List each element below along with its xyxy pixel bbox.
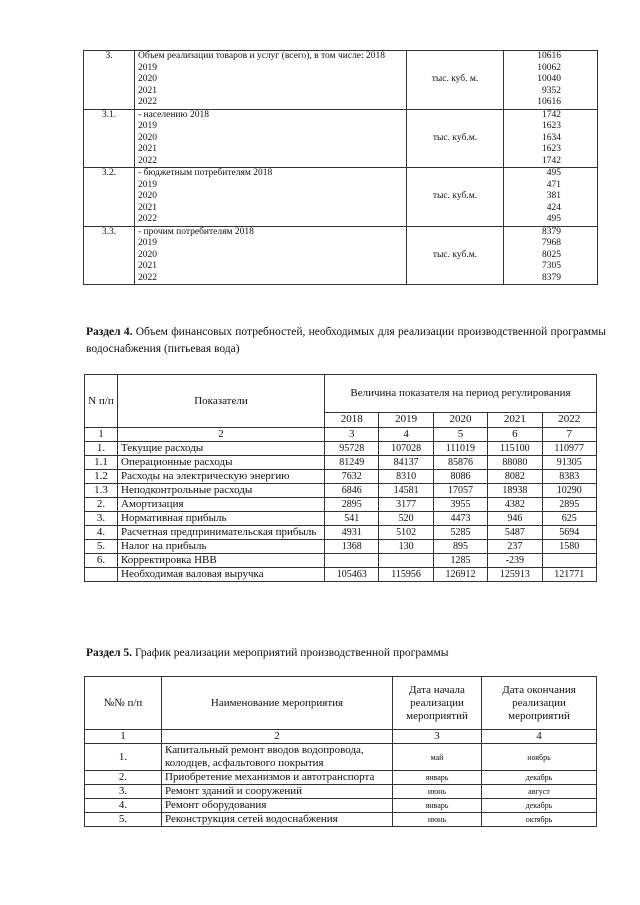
row-number: 1.2 [85,470,118,484]
row-unit: тыс. куб.м. [407,226,504,285]
column-number: 1 [85,730,162,744]
cell-value: 4931 [325,526,379,540]
start-month: июнь [393,813,482,827]
row-values [504,168,598,227]
cell-value: 88080 [488,456,542,470]
events-schedule-table [84,676,597,827]
row-name [135,168,407,227]
cell-value [542,554,597,568]
table-row [85,442,597,456]
table-row [84,226,598,285]
cell-value: 18938 [488,484,542,498]
row-value: 9352 [542,85,561,96]
table-row [85,813,597,827]
header-start-date: Дата начала реализации мероприятий [393,677,482,730]
section-4-title: Объем финансовых потребностей, необходимых для реализации производственной программы водоснабжения (питьевая вода) [86,326,607,355]
header-num: №№ п/п [85,677,162,730]
year-header: 2021 [488,412,542,427]
row-name [135,226,407,285]
row-number: 2. [85,498,118,512]
row-value: 7968 [542,238,561,248]
cell-value: 541 [325,512,379,526]
year-header: 2020 [433,412,487,427]
row-number: 3.2. [84,168,135,227]
year-header: 2022 [542,412,597,427]
cell-value: 520 [379,512,433,526]
end-month: декабрь [482,771,597,785]
row-number: 1.1 [85,456,118,470]
event-name: Ремонт оборудования [162,799,393,813]
row-name-line: 2019 [138,62,157,73]
row-indicator: Нормативная прибыль [118,512,325,526]
row-unit: тыс. куб. м. [407,51,504,110]
end-month: октябрь [482,813,597,827]
cell-value: 115100 [488,442,542,456]
row-value: 381 [546,191,561,201]
row-indicator: Корректировка НВВ [118,554,325,568]
row-name-line: 2021 [138,261,157,271]
cell-value: 6846 [325,484,379,498]
column-number: 3 [393,730,482,744]
finance-table [84,374,597,582]
cell-value: 8310 [379,470,433,484]
row-number: 1.3 [85,484,118,498]
row-number: 3. [85,512,118,526]
row-value: 10616 [537,97,561,107]
cell-value: 115956 [379,568,433,582]
table-row [85,456,597,470]
table-row [85,771,597,785]
start-month: май [393,744,482,771]
row-number [85,568,118,582]
row-value: 10040 [537,74,561,84]
column-number: 3 [325,428,379,442]
header-end-date: Дата окончания реализации мероприятий [482,677,597,730]
row-name-line: - населению 2018 [138,109,209,120]
column-number: 4 [482,730,597,744]
cell-value: 625 [542,512,597,526]
row-value: 7305 [542,261,561,271]
row-name-line: 2021 [138,85,157,96]
row-value: 8379 [542,226,561,237]
row-value: 1634 [542,132,561,143]
row-value: 10616 [537,51,561,61]
table-row [85,785,597,799]
start-month: июнь [393,785,482,799]
cell-value: 95728 [325,442,379,456]
row-number: 5. [85,540,118,554]
row-name-line: 2020 [138,74,157,84]
row-name-line: 2020 [138,132,157,143]
row-value: 10062 [537,62,561,73]
start-month: январь [393,771,482,785]
cell-value: 125913 [488,568,542,582]
cell-value: 1285 [433,554,487,568]
section-5-heading [86,645,606,662]
table-row [84,51,598,110]
row-name-line: - бюджетным потребителям 2018 [138,168,273,178]
row-number: 4. [85,799,162,813]
row-value: 424 [546,202,561,213]
section-4-label: Раздел 4. [86,326,133,338]
row-name [135,109,407,168]
table-row [84,168,598,227]
row-values [504,51,598,110]
column-number: 5 [433,428,487,442]
cell-value: -239 [488,554,542,568]
row-name-line: 2022 [138,272,157,283]
cell-value: 8383 [542,470,597,484]
row-value: 495 [546,168,561,178]
row-value: 1742 [542,109,561,120]
row-name-line: 2019 [138,121,157,131]
cell-value: 17057 [433,484,487,498]
event-name: Ремонт зданий и сооружений [162,785,393,799]
row-indicator: Амортизация [118,498,325,512]
row-value: 1623 [542,144,561,154]
header-event-name: Наименование мероприятия [162,677,393,730]
row-value: 471 [546,179,561,190]
row-value: 8025 [542,249,561,260]
year-header: 2018 [325,412,379,427]
table-row [85,512,597,526]
cell-value: 8086 [433,470,487,484]
cell-value: 1580 [542,540,597,554]
cell-value: 237 [488,540,542,554]
column-number: 4 [379,428,433,442]
table-row [85,568,597,582]
cell-value: 5285 [433,526,487,540]
event-name: Капитальный ремонт вводов водопровода, колодцев, асфальтового покрытия [162,744,393,771]
end-month: декабрь [482,799,597,813]
row-number: 3. [84,51,135,110]
row-name-line: 2022 [138,155,157,166]
row-number: 3.3. [84,226,135,285]
table-row [85,744,597,771]
cell-value: 946 [488,512,542,526]
year-header: 2019 [379,412,433,427]
cell-value: 110977 [542,442,597,456]
row-name-line: 2021 [138,144,157,154]
table-row [85,484,597,498]
row-name-line: 2022 [138,214,157,224]
row-name-line: Объем реализации товаров и услуг (всего), в том числе: 2018 [138,51,386,61]
end-month: август [482,785,597,799]
cell-value: 5102 [379,526,433,540]
row-values [504,226,598,285]
cell-value: 111019 [433,442,487,456]
row-name-line: 2022 [138,97,157,107]
row-indicator: Расходы на электрическую энергию [118,470,325,484]
row-indicator: Налог на прибыль [118,540,325,554]
cell-value: 84137 [379,456,433,470]
cell-value: 130 [379,540,433,554]
cell-value: 8082 [488,470,542,484]
row-unit: тыс. куб.м. [407,109,504,168]
row-unit: тыс. куб.м. [407,168,504,227]
cell-value [325,554,379,568]
row-number: 4. [85,526,118,540]
row-indicator: Операционные расходы [118,456,325,470]
header-num: N п/п [85,375,118,428]
row-number: 3. [85,785,162,799]
row-number: 5. [85,813,162,827]
row-indicator: Расчетная предпринимательская прибыль [118,526,325,540]
cell-value: 5487 [488,526,542,540]
cell-value: 3177 [379,498,433,512]
cell-value: 81249 [325,456,379,470]
cell-value [379,554,433,568]
cell-value: 5694 [542,526,597,540]
table-row [85,554,597,568]
sales-volume-table [83,50,598,285]
header-period: Величина показателя на период регулирования [325,375,597,413]
column-number: 2 [118,428,325,442]
table-row [85,799,597,813]
cell-value: 4382 [488,498,542,512]
cell-value: 3955 [433,498,487,512]
row-values [504,109,598,168]
row-name-line: 2020 [138,191,157,201]
cell-value: 2895 [325,498,379,512]
cell-value: 4473 [433,512,487,526]
event-name: Приобретение механизмов и автотранспорта [162,771,393,785]
cell-value: 10290 [542,484,597,498]
row-number: 1. [85,442,118,456]
end-month: ноябрь [482,744,597,771]
section-5-label: Раздел 5. [86,647,133,659]
section-4-heading [86,324,606,358]
table-row [84,109,598,168]
cell-value: 7632 [325,470,379,484]
row-value: 495 [546,214,561,224]
row-name-line: 2019 [138,238,157,248]
table-row [85,470,597,484]
column-number: 1 [85,428,118,442]
column-number: 6 [488,428,542,442]
cell-value: 85876 [433,456,487,470]
cell-value: 107028 [379,442,433,456]
row-value: 1742 [542,155,561,166]
row-name-line: 2019 [138,179,157,190]
section-5-title: График реализации мероприятий производственной программы [134,647,449,659]
cell-value: 105463 [325,568,379,582]
table-row [85,540,597,554]
cell-value: 895 [433,540,487,554]
row-name-line: 2021 [138,202,157,213]
cell-value: 126912 [433,568,487,582]
row-indicator: Необходимая валовая выручка [118,568,325,582]
cell-value: 2895 [542,498,597,512]
start-month: январь [393,799,482,813]
table-row [85,526,597,540]
row-name [135,51,407,110]
cell-value: 1368 [325,540,379,554]
header-indicator: Показатели [118,375,325,428]
row-number: 1. [85,744,162,771]
row-name-line: - прочим потребителям 2018 [138,226,254,237]
row-number: 6. [85,554,118,568]
row-name-line: 2020 [138,249,157,260]
table-row [85,498,597,512]
column-number: 7 [542,428,597,442]
row-number: 3.1. [84,109,135,168]
row-indicator: Неподконтрольные расходы [118,484,325,498]
row-indicator: Текущие расходы [118,442,325,456]
column-number: 2 [162,730,393,744]
row-number: 2. [85,771,162,785]
row-value: 8379 [542,272,561,283]
cell-value: 14581 [379,484,433,498]
event-name: Реконструкция сетей водоснабжения [162,813,393,827]
row-value: 1623 [542,121,561,131]
cell-value: 91305 [542,456,597,470]
cell-value: 121771 [542,568,597,582]
